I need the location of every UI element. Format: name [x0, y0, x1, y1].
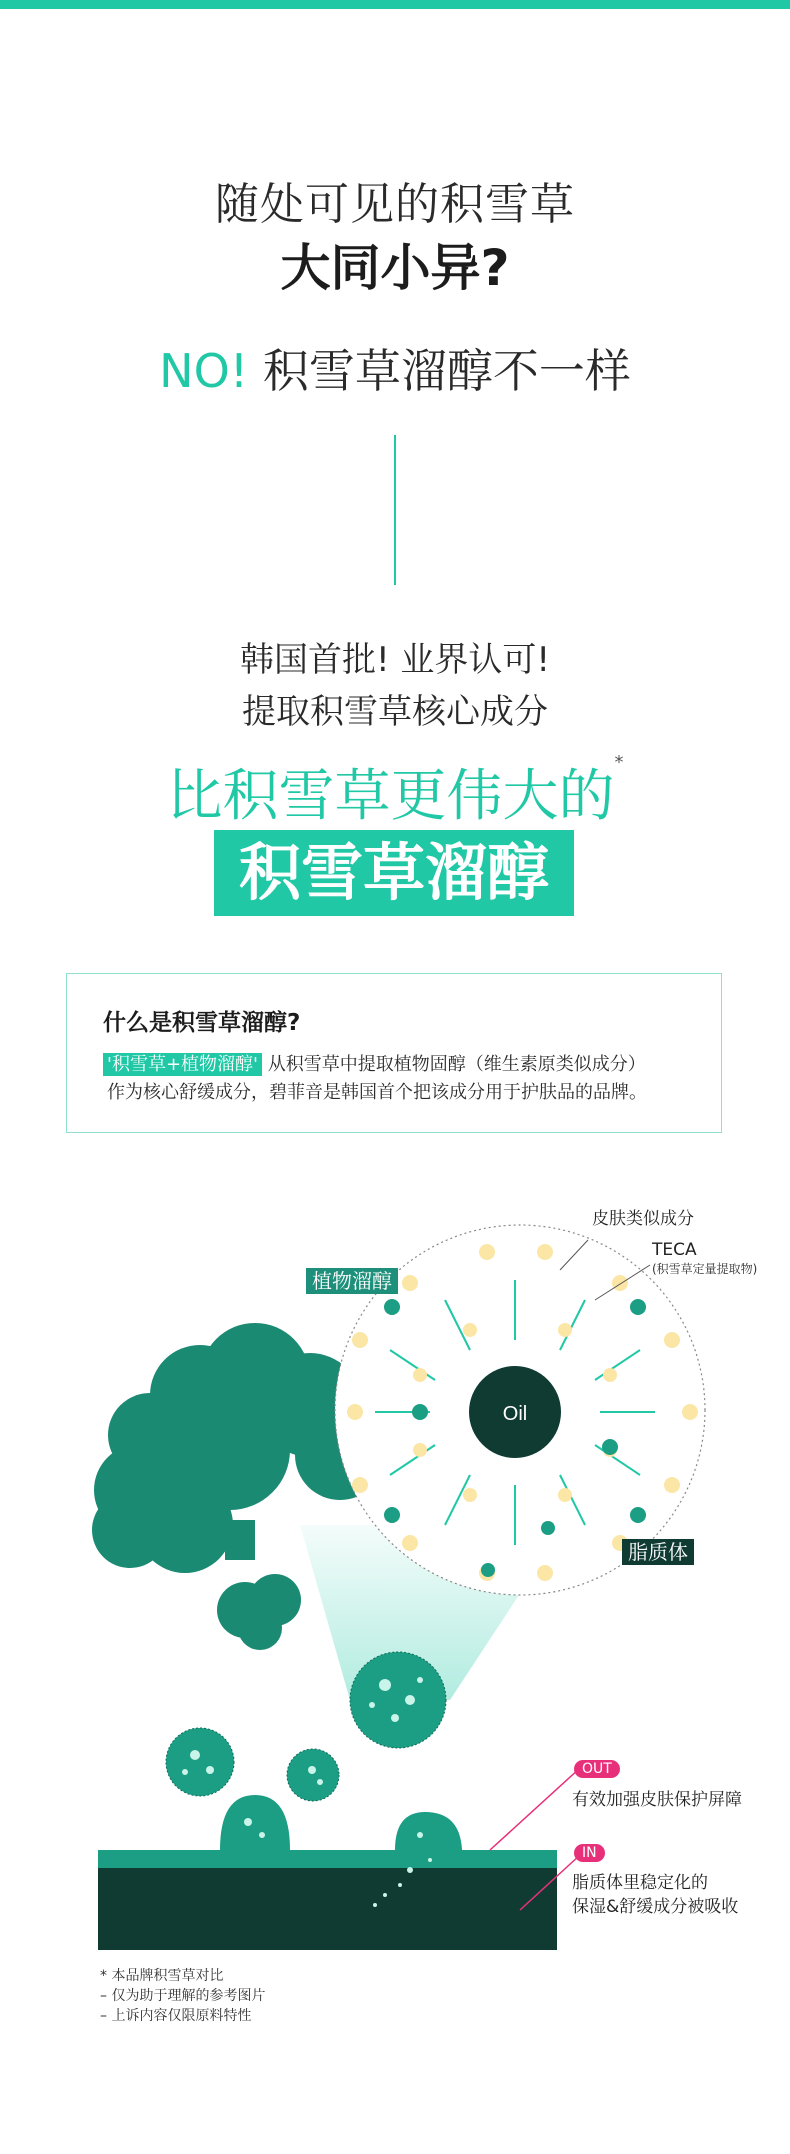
- skin-bump-1: [220, 1795, 290, 1850]
- out-text: 有效加强皮肤保护屏障: [572, 1790, 742, 1810]
- footnote-1: * 本品牌积雪草对比: [100, 1968, 224, 1984]
- footnote-2: – 仅为助于理解的参考图片: [100, 1988, 266, 2004]
- headline-line2: 大同小异?: [280, 239, 510, 297]
- subhead-line1: 韩国首批! 业界认可!: [239, 640, 551, 680]
- headline-line1: 随处可见的积雪草: [215, 179, 575, 230]
- label-teca-sub: (积雪草定量提取物): [652, 1262, 758, 1276]
- subhead-line2: 提取积雪草核心成分: [242, 692, 548, 732]
- no-word: NO!: [159, 344, 249, 398]
- footnotes: [100, 1966, 265, 2026]
- lipid-tag: 脂质体: [622, 1539, 694, 1565]
- phyto-tag: 植物溜醇: [306, 1268, 398, 1294]
- particles: [166, 1652, 446, 1801]
- in-text-1: 脂质体里稳定化的: [572, 1873, 708, 1893]
- info-line1-rest: 从积雪草中提取植物固醇（维生素原类似成分）: [261, 1054, 646, 1075]
- skin-bottom-layer: [98, 1868, 557, 1950]
- out-pill: OUT: [574, 1760, 620, 1778]
- in-pill: IN: [574, 1844, 605, 1862]
- label-phyto: [306, 1265, 398, 1294]
- info-title: 什么是积雪草溜醇?: [103, 1010, 301, 1036]
- label-teca: TECA: [652, 1240, 697, 1260]
- out-line: [490, 1768, 580, 1850]
- footnote-3: – 上诉内容仅限原料特性: [100, 2008, 252, 2024]
- headline-line3-rest: 积雪草溜醇不一样: [248, 344, 631, 398]
- in-callout: [574, 1842, 605, 1862]
- label-lipid: [622, 1536, 694, 1565]
- info-tag: '积雪草+植物溜醇': [103, 1053, 262, 1076]
- out-callout: [574, 1758, 620, 1778]
- oil-label: Oil: [502, 1403, 528, 1425]
- hero-asterisk: *: [614, 752, 624, 773]
- hero-line1-text: 比积雪草更伟大的: [166, 764, 615, 829]
- hero-box: 积雪草溜醇: [214, 830, 574, 916]
- skin-top-layer: [98, 1850, 557, 1868]
- skin-bump-2: [395, 1812, 462, 1850]
- in-text-2: 保湿&舒缓成分被吸收: [572, 1897, 739, 1917]
- label-skin-like: 皮肤类似成分: [592, 1209, 694, 1229]
- info-line2: 作为核心舒缓成分，碧菲音是韩国首个把该成分用于护肤品的品牌。: [107, 1082, 647, 1103]
